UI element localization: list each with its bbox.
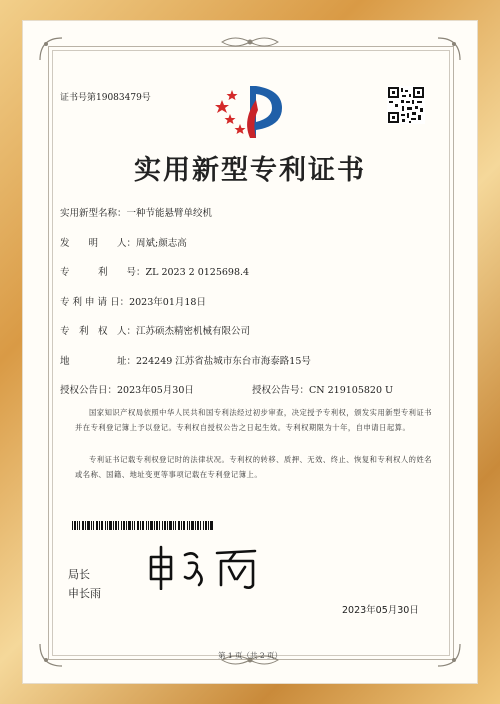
certificate-number: 证书号第19083479号 bbox=[60, 93, 151, 103]
director-signature-icon bbox=[145, 545, 265, 590]
field-value: 一种节能悬臂单绞机 bbox=[126, 208, 213, 219]
field-row-name bbox=[60, 205, 212, 219]
field-label: 发 明 人： bbox=[60, 238, 137, 249]
director-title: 局长 bbox=[68, 568, 90, 581]
field-label: 授权公告日： bbox=[60, 385, 118, 396]
field-label: 专 利 号： bbox=[60, 267, 146, 278]
field-value: 江苏硕杰精密机械有限公司 bbox=[136, 326, 251, 337]
field-value: 周斌;颜志高 bbox=[136, 238, 187, 249]
field-row-inventor bbox=[60, 235, 187, 249]
field-row-holder bbox=[60, 323, 250, 337]
field-row-patent-no bbox=[60, 264, 249, 278]
field-row-address bbox=[60, 353, 311, 367]
grant-paragraph: 国家知识产权局依照中华人民共和国专利法经过初步审查，决定授予专利权，颁发实用新型专利证书并在专利登记簿上予以登记。专利权自授权公告之日起生效。专利权期限为十年，自申请日起算。 bbox=[75, 408, 433, 432]
cnipa-logo-icon bbox=[212, 80, 290, 144]
field-value: 2023年05月30日 bbox=[117, 385, 194, 396]
top-ornament bbox=[220, 34, 280, 50]
field-value: CN 219105820 U bbox=[309, 385, 394, 396]
field-label: 专 利 权 人： bbox=[60, 326, 137, 337]
page-indicator: 第 1 页（共 2 页） bbox=[217, 651, 283, 660]
field-row-apply-date bbox=[60, 294, 206, 308]
field-value: 2023年01月18日 bbox=[129, 297, 206, 308]
director-name: 申长雨 bbox=[68, 587, 101, 600]
barcode-icon bbox=[72, 521, 214, 530]
field-row-announce-no bbox=[252, 382, 393, 396]
corner-ornament-icon bbox=[38, 36, 64, 62]
field-value: 224249 江苏省盐城市东台市海泰路15号 bbox=[136, 356, 311, 367]
sign-date: 2023年05月30日 bbox=[342, 605, 419, 616]
page-title: 实用新型专利证书 bbox=[134, 155, 366, 186]
field-label: 专 利 申 请 日： bbox=[60, 297, 130, 308]
field-label: 实用新型名称： bbox=[60, 208, 127, 219]
field-row-announce-date bbox=[60, 382, 194, 396]
field-value: ZL 2023 2 0125698.4 bbox=[145, 267, 250, 278]
field-label: 授权公告号： bbox=[252, 385, 310, 396]
legal-status-paragraph: 专利证书记载专利权登记时的法律状况。专利权的转移、质押、无效、终止、恢复和专利权人的姓名或名称、国籍、地址变更等事项记载在专利登记簿上。 bbox=[75, 455, 433, 479]
corner-ornament-icon bbox=[436, 36, 462, 62]
qr-code-icon bbox=[387, 86, 425, 124]
field-label: 地 址： bbox=[60, 356, 137, 367]
